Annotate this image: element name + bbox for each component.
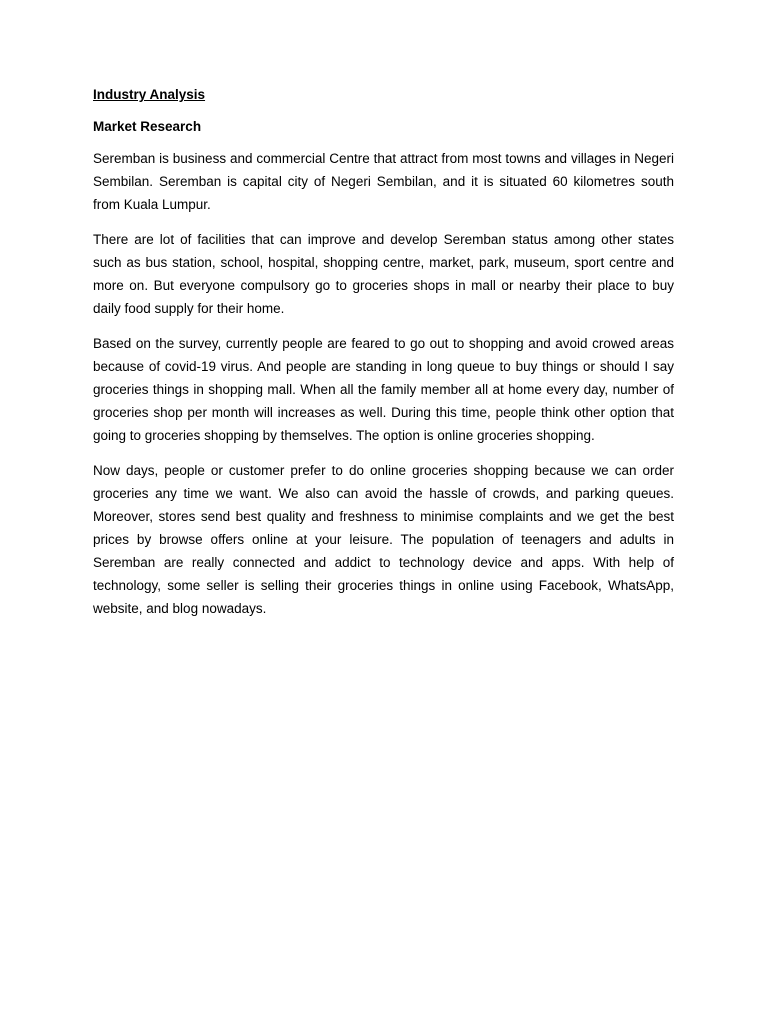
paragraph-2: There are lot of facilities that can improve and develop Seremban status among other states such as bus station, school, hospital, shopping centre, market, park, museum, sport centre and more on. But everyone compulsory go to groceries shops in mall or nearby their place to buy daily food supply for their home. bbox=[93, 232, 674, 316]
paragraph-3: Based on the survey, currently people are feared to go out to shopping and avoid crowed areas because of covid-19 virus. And people are standing in long queue to buy things or should I say groceries things in shopping mall. When all the family member all at home every day, number of groceries shop per month will increases as well. During this time, people think other option that going to groceries shopping by themselves. The option is online groceries shopping. bbox=[93, 336, 674, 443]
section-heading: Market Research bbox=[93, 119, 202, 134]
paragraph-4: Now days, people or customer prefer to do online groceries shopping because we can order groceries any time we want. We also can avoid the hassle of crowds, and parking queues. Moreover, stores send best quality and freshness to minimise complaints and we get the best prices by browse offers online at your leisure. The population of teenagers and adults in Seremban are really connected and addict to technology device and apps. With help of technology, some seller is selling their groceries things in online using Facebook, WhatsApp, website, and blog nowadays. bbox=[93, 463, 674, 616]
document-page bbox=[93, 86, 674, 620]
document-title: Industry Analysis bbox=[93, 87, 206, 102]
paragraph-1: Seremban is business and commercial Centre that attract from most towns and villages in Negeri Sembilan. Seremban is capital city of Negeri Sembilan, and it is situated 60 kilometres south from Kuala Lumpur. bbox=[93, 151, 674, 212]
